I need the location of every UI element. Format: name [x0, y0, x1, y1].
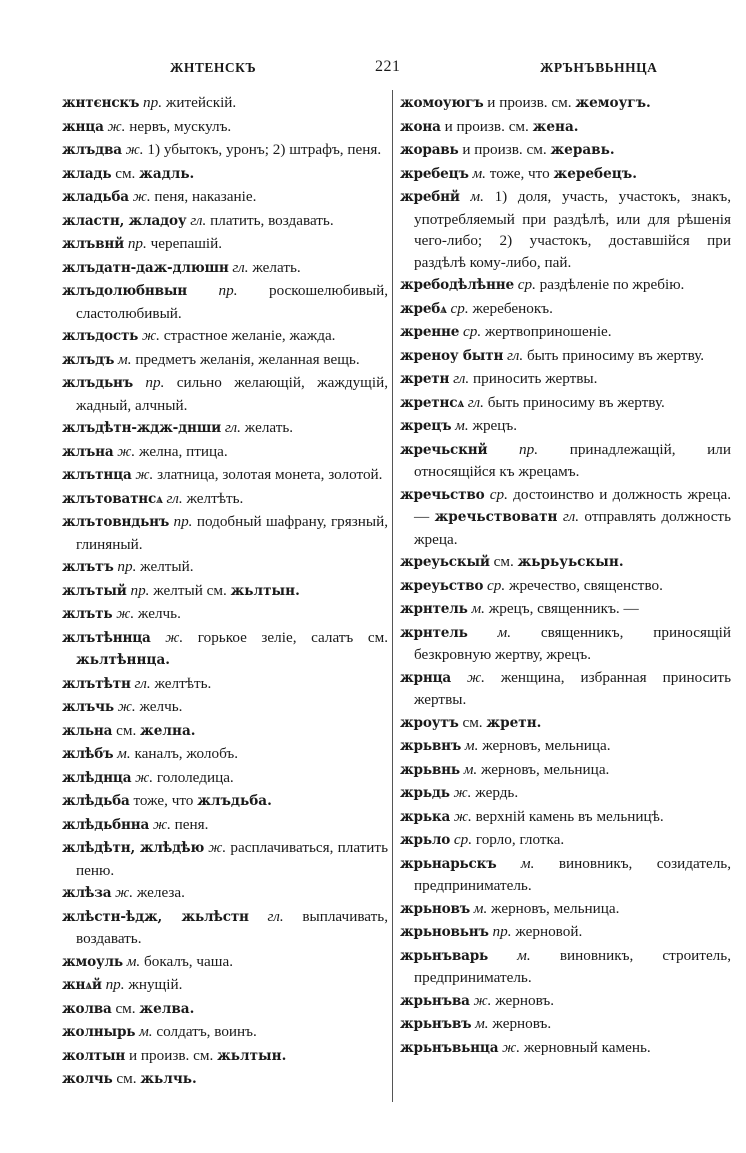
entry-definition: желчь. — [137, 605, 181, 622]
entry-headword: жроутъ — [400, 714, 459, 731]
entry-grammar: гл. — [190, 211, 207, 229]
entry-definition: предметъ желанія, желанная вещь. — [135, 350, 360, 368]
entry-definition: желтѣть. — [186, 489, 244, 507]
entry-headword: жлѣднца — [62, 769, 132, 786]
entry-cross-reference: жемоугъ. — [575, 95, 651, 111]
entry-definition: 1) убытокъ, уронъ; 2) штрафъ, пеня. — [147, 141, 382, 158]
entry-definition: тоже, что — [489, 164, 550, 182]
dictionary-entry — [400, 484, 731, 551]
entry-definition: верхній камень въ мельницѣ. — [475, 807, 664, 825]
entry-headword: жребецъ — [400, 165, 469, 182]
entry-definition: страстное желаніе, жажда. — [163, 327, 336, 344]
entry-headword: жречьство — [400, 486, 485, 503]
entry-grammar: ж. — [165, 628, 184, 646]
entry-definition: виновникъ, созидатель, предприниматель. — [414, 854, 732, 894]
entry-definition: железа. — [136, 884, 185, 901]
entry-definition: желчь. — [139, 698, 183, 715]
dictionary-entry — [62, 349, 388, 372]
dictionary-entry — [62, 580, 388, 603]
dictionary-entry — [62, 814, 388, 837]
entry-definition: и произв. см. — [128, 1046, 214, 1064]
entry-headword: жлъдьнъ — [62, 375, 134, 391]
entry-definition: тоже, что — [133, 792, 194, 809]
dictionary-entry — [400, 898, 731, 921]
entry-definition: принадлежащій, или относящійся къ жрецамъ. — [414, 440, 732, 480]
dictionary-entry — [400, 116, 731, 139]
entry-definition: достоинство и должность жреца.— — [414, 485, 731, 525]
dictionary-entry — [62, 325, 388, 348]
entry-definition: пеня. — [174, 815, 209, 833]
entry-headword: жладь — [62, 165, 112, 182]
entry-definition: горькое зеліе, салатъ см. — [197, 628, 389, 646]
entry-definition: женщина, избранная приносить жертвы. — [414, 668, 731, 708]
entry-grammar: ж. — [135, 768, 154, 786]
entry-definition: жерновный камень. — [523, 1038, 651, 1056]
entry-headword: жлъдость — [62, 328, 139, 344]
dictionary-entry — [400, 551, 731, 574]
entry-headword: жолчь — [62, 1071, 113, 1087]
entry-grammar: ж. — [107, 117, 126, 135]
entry-definition: см. — [116, 1070, 137, 1087]
entry-headword: жреуьскый — [400, 554, 490, 570]
entry-definition: жеребенокъ. — [472, 299, 553, 317]
entry-grammar: ж. — [473, 991, 492, 1009]
entry-headword: жлъна — [62, 443, 114, 460]
entry-definition: желтый. — [140, 558, 194, 575]
entry-definition: жерновъ. — [495, 991, 555, 1009]
entry-headword: жрька — [400, 808, 451, 825]
entry-definition: см. — [115, 999, 136, 1017]
entry-definition: желтый см. — [153, 581, 227, 599]
dictionary-entry — [62, 186, 388, 209]
dictionary-entry — [62, 417, 388, 440]
entry-headword: жластн, жладоу — [62, 212, 187, 229]
entry-grammar: пр. — [127, 235, 147, 252]
dictionary-entry — [400, 298, 731, 321]
entry-definition: см. — [116, 721, 137, 739]
entry-headword: жрьнъварь — [400, 947, 489, 964]
entry-headword: жлѣдьбнна — [62, 816, 150, 833]
dictionary-entry — [62, 556, 388, 579]
entry-grammar: ж. — [115, 884, 134, 901]
entry-headword: жлътовндьнъ — [62, 514, 170, 530]
entry-grammar: гл. — [224, 419, 241, 436]
entry-grammar: ж. — [135, 466, 154, 483]
entry-grammar: м. — [470, 188, 484, 205]
entry-cross-reference: жретн. — [486, 714, 542, 731]
entry-cross-reference: жеребецъ. — [553, 165, 637, 182]
entry-grammar: м. — [118, 350, 132, 368]
entry-headword: жрьнъвьнца — [400, 1039, 499, 1056]
entry-headword: жрьновъ — [400, 900, 470, 917]
entry-headword: жлѣдьба — [62, 793, 130, 809]
entry-headword: жретн — [400, 371, 450, 387]
entry-grammar: пр. — [117, 558, 137, 575]
entry-definition: расплачиваться, платить пеню. — [76, 839, 388, 879]
entry-definition: роскошелюбивый, сластолюбивый. — [76, 282, 389, 322]
entry-cross-reference: жьлчь. — [140, 1071, 197, 1087]
dictionary-entry — [62, 720, 388, 743]
left-column — [62, 92, 388, 1092]
entry-headword: жладьба — [62, 189, 129, 205]
entry-headword: жреуьство — [400, 577, 484, 594]
entry-cross-reference: жьлтѣннца. — [76, 652, 171, 668]
entry-headword: жрнтель — [400, 601, 468, 617]
dictionary-entry — [62, 998, 388, 1021]
dictionary-entry — [62, 1045, 388, 1068]
dictionary-entry — [400, 990, 731, 1013]
dictionary-entry — [62, 257, 388, 280]
dictionary-entry — [62, 441, 388, 464]
entry-grammar: пр. — [492, 923, 512, 940]
entry-definition: и произв. см. — [444, 117, 529, 135]
entry-headword: жлътъ — [62, 559, 114, 575]
entry-grammar: м. — [520, 854, 535, 872]
entry-cross-reference: жлъдьба. — [197, 793, 272, 809]
entry-grammar: гл. — [267, 907, 284, 925]
entry-grammar: ж. — [117, 442, 136, 460]
entry-definition: жречество, священство. — [508, 576, 663, 594]
entry-definition: каналъ, жолобъ. — [134, 745, 239, 762]
entry-definition: желна, птица. — [139, 442, 228, 460]
page-number: 221 — [375, 58, 401, 75]
entry-grammar: м. — [473, 899, 488, 917]
entry-grammar: ж. — [467, 668, 485, 686]
entry-definition: горло, глотка. — [475, 831, 565, 848]
entry-headword: жрьдь — [400, 785, 450, 801]
entry-headword: жретнсѧ — [400, 394, 464, 411]
entry-definition: раздѣленіе по жребію. — [539, 276, 685, 293]
entry-cross-reference: жречьствоватн — [434, 509, 558, 525]
entry-definition: быть приносиму въ жертву. — [487, 393, 665, 411]
dictionary-entry — [400, 1037, 731, 1060]
entry-grammar: м. — [463, 760, 478, 778]
entry-grammar: ж. — [132, 188, 151, 205]
entry-headword: жрьнъва — [400, 992, 470, 1009]
entry-grammar: пр. — [519, 440, 539, 458]
dictionary-entry — [62, 743, 388, 766]
entry-definition: жертвоприношеніе. — [484, 323, 612, 340]
entry-grammar: м. — [126, 952, 141, 970]
entry-grammar: пр. — [145, 374, 165, 391]
dictionary-entry — [400, 439, 731, 483]
entry-definition: жерновой. — [515, 923, 583, 940]
entry-grammar: пр. — [130, 581, 150, 599]
entry-grammar: ср. — [463, 323, 482, 340]
dictionary-entry — [400, 345, 731, 368]
entry-headword: жрецъ — [400, 418, 452, 434]
entry-grammar: ж. — [152, 815, 171, 833]
entry-grammar: пр. — [105, 976, 125, 993]
entry-headword: жлътый — [62, 582, 127, 599]
dictionary-entry — [400, 575, 731, 598]
dictionary-entry — [62, 627, 388, 672]
entry-headword: жлѣбъ — [62, 746, 114, 762]
dictionary-entry — [62, 906, 388, 950]
dictionary-entry — [62, 233, 388, 256]
entry-grammar: ж. — [116, 605, 135, 622]
entry-grammar: гл. — [467, 393, 484, 411]
entry-definition: солдатъ, воинъ. — [156, 1023, 257, 1040]
entry-definition: бокалъ, чаша. — [144, 952, 233, 970]
entry-grammar: м. — [455, 417, 469, 434]
entry-definition: жнущій. — [128, 976, 183, 993]
entry-headword: жлътѣннца — [62, 629, 151, 646]
entry-grammar: пр. — [173, 513, 193, 530]
dictionary-entry — [62, 116, 388, 139]
entry-headword: жлъдѣтн-ждж-днши — [62, 420, 222, 436]
entry-definition: подобный шафрану, грязный, глиняный. — [76, 513, 389, 553]
entry-headword: жлъть — [62, 606, 113, 622]
entry-headword: жмоуль — [62, 953, 123, 970]
entry-grammar: ср. — [450, 299, 469, 317]
entry-headword: жнѧй — [62, 977, 102, 993]
entry-headword: жлѣза — [62, 885, 112, 901]
dictionary-entry — [62, 882, 388, 905]
entry-definition: жрецъ. — [472, 417, 518, 434]
entry-definition: желать. — [244, 419, 294, 436]
dictionary-entry — [400, 163, 731, 186]
dictionary-entry — [62, 92, 388, 115]
entry-headword: жнца — [62, 118, 104, 135]
entry-headword: жлъвнй — [62, 236, 125, 252]
dictionary-entry — [400, 806, 731, 829]
entry-definition: см. — [115, 164, 136, 182]
dictionary-entry — [400, 782, 731, 805]
entry-headword: жолва — [62, 1000, 112, 1017]
dictionary-entry — [62, 767, 388, 790]
dictionary-entry — [62, 464, 388, 487]
entry-grammar: пр. — [218, 282, 238, 299]
entry-grammar: м. — [475, 1015, 489, 1032]
entry-headword: жолтын — [62, 1047, 126, 1064]
dictionary-entry — [400, 712, 731, 735]
entry-headword: жлъчь — [62, 699, 114, 715]
entry-headword: жлѣстн-ѣдж, жьлѣстн — [62, 908, 249, 925]
dictionary-entry — [400, 853, 731, 897]
dictionary-entry — [400, 667, 731, 711]
entry-definition: быть приносиму въ жертву. — [526, 346, 705, 364]
entry-grammar: ж. — [208, 839, 227, 856]
entry-grammar: ср. — [517, 276, 536, 293]
dictionary-entry — [400, 415, 731, 438]
entry-headword: жлъдъ — [62, 351, 115, 368]
entry-definition: жрецъ, священникъ. — — [488, 600, 639, 617]
dictionary-entry — [400, 759, 731, 782]
entry-headword: жрьвнь — [400, 761, 460, 778]
entry-definition: жерновъ, мельница. — [482, 737, 611, 754]
entry-headword: жребодѣлѣнне — [400, 277, 514, 293]
dictionary-entry — [62, 974, 388, 997]
entry-cross-reference: жеравь. — [550, 142, 615, 158]
entry-grammar: гл. — [166, 489, 183, 507]
entry-cross-reference: желва. — [139, 1000, 195, 1017]
entry-definition: виновникъ, строитель, предприниматель. — [414, 946, 731, 986]
dictionary-entry — [62, 163, 388, 186]
entry-headword: жречьскнй — [400, 441, 488, 458]
entry-grammar: ср. — [489, 485, 508, 503]
dictionary-entry — [400, 735, 731, 758]
entry-grammar: м. — [471, 600, 485, 617]
dictionary-entry — [400, 945, 731, 989]
entry-grammar: гл. — [507, 346, 524, 364]
entry-definition: приносить жертвы. — [473, 370, 598, 387]
entry-headword: жрьло — [400, 832, 451, 848]
entry-headword: жрнтель — [400, 624, 468, 641]
dictionary-entry — [62, 673, 388, 696]
dictionary-entry — [62, 210, 388, 233]
entry-headword: жльна — [62, 722, 113, 739]
entry-headword: жрьновьнъ — [400, 924, 489, 940]
entry-grammar: ж. — [502, 1038, 521, 1056]
entry-headword: жлѣдѣтн, жлѣдѣю — [62, 840, 205, 856]
dictionary-entry — [62, 511, 388, 555]
entry-grammar: м. — [497, 623, 512, 641]
entry-headword: жлътнца — [62, 467, 132, 483]
entry-headword: жлътѣтн — [62, 675, 131, 692]
entry-definition: и произв. см. — [462, 141, 547, 158]
entry-cross-reference: желна. — [140, 722, 196, 739]
entry-definition: желать. — [252, 258, 301, 276]
dictionary-entry — [400, 368, 731, 391]
entry-definition: пеня, наказаніе. — [154, 188, 257, 205]
dictionary-entry — [400, 321, 731, 344]
entry-definition: нервъ, мускулъ. — [129, 117, 232, 135]
dictionary-entry — [62, 488, 388, 511]
page-header — [60, 60, 732, 84]
entry-definition: жерновъ, мельница. — [491, 899, 620, 917]
entry-definition: см. — [493, 553, 514, 570]
entry-headword: жнтєнскъ — [62, 95, 140, 111]
dictionary-entry — [400, 92, 731, 115]
entry-headword: жлътоватнсѧ — [62, 490, 163, 507]
dictionary-entry — [62, 1021, 388, 1044]
dictionary-entry — [62, 837, 388, 881]
dictionary-entry — [62, 372, 388, 416]
entry-cross-reference: жьрьуьскын. — [517, 554, 624, 570]
entry-headword: жрнца — [400, 669, 452, 686]
entry-grammar: м. — [464, 737, 479, 754]
dictionary-entry — [62, 1068, 388, 1091]
entry-headword: жлъдолюбнвын — [62, 283, 188, 299]
entry-definition: златница, золотая монета, золотой. — [157, 466, 383, 483]
entry-headword: жрьвнъ — [400, 738, 462, 754]
entry-cross-reference: жьлтын. — [230, 582, 300, 599]
entry-definition: жерновъ. — [492, 1015, 552, 1032]
entry-headword: жребнй — [400, 189, 460, 205]
entry-definition: черепашій. — [150, 235, 223, 252]
entry-definition: желтѣть. — [154, 674, 212, 692]
dictionary-entry — [400, 921, 731, 944]
dictionary-entry — [400, 598, 731, 621]
entry-headword: жлъдва — [62, 142, 122, 158]
dictionary-entry — [62, 603, 388, 626]
entry-headword: жоравь — [400, 142, 459, 158]
header-right-guideword: ЖРЪНЪВЬННЦА — [540, 60, 658, 75]
entry-cross-reference: жьлтын. — [217, 1047, 287, 1064]
entry-definition: сильно желающій, жаждущій, жадный, алчный. — [76, 374, 389, 414]
dictionary-entry — [400, 274, 731, 297]
dictionary-entry — [62, 790, 388, 813]
entry-definition: житейскій. — [165, 94, 237, 111]
entry-grammar: ж. — [117, 698, 136, 715]
entry-definition: гололедица. — [156, 768, 234, 786]
entry-definition: см. — [462, 713, 483, 731]
dictionary-entry — [400, 622, 731, 666]
entry-definition: выплачивать, воздавать. — [76, 907, 389, 947]
entry-definition: и произв. см. — [487, 94, 572, 111]
entry-headword: жлъдатн-даж-длюшн — [62, 259, 229, 276]
header-left-guideword: ЖНТЕНСКЪ — [170, 60, 257, 75]
entry-grammar: гл. — [453, 370, 470, 387]
entry-grammar: ср. — [487, 576, 506, 594]
entry-grammar: гл. — [562, 508, 580, 525]
entry-headword: жона — [400, 118, 441, 135]
dictionary-entry — [62, 280, 388, 324]
entry-headword: жренне — [400, 324, 460, 340]
entry-headword: жомоуюгъ — [400, 95, 484, 111]
entry-definition: платить, воздавать. — [210, 211, 334, 229]
entry-grammar: м. — [472, 164, 486, 182]
entry-headword: жрьнарьскъ — [400, 855, 497, 872]
dictionary-entry — [400, 1013, 731, 1036]
entry-headword: жолнырь — [62, 1024, 136, 1040]
entry-headword: жребѧ — [400, 300, 447, 317]
entry-cross-reference: жадль. — [139, 165, 195, 182]
entry-grammar: гл. — [134, 674, 151, 692]
dictionary-entry — [62, 951, 388, 974]
entry-definition: священникъ, приносящій безкровную жертву, жрецъ. — [414, 623, 732, 663]
entry-grammar: гл. — [232, 258, 249, 276]
entry-grammar: м. — [517, 946, 531, 964]
column-divider — [392, 90, 393, 1102]
entry-grammar: ж. — [142, 327, 160, 344]
entry-definition: 1) доля, участь, участокъ, знакъ, употребляемый при раздѣлѣ, или для рѣшенія чего-либо; 2) участокъ, доставшійся при раздѣлѣ кому-либо, пай. — [414, 188, 731, 271]
entry-grammar: ж. — [125, 141, 144, 158]
dictionary-entry — [62, 139, 388, 162]
entry-definition: жердь. — [475, 784, 519, 801]
entry-definition: жерновъ, мельница. — [480, 760, 610, 778]
entry-grammar: м. — [117, 745, 131, 762]
entry-grammar: ср. — [453, 831, 473, 848]
dictionary-entry — [400, 392, 731, 415]
dictionary-entry — [62, 696, 388, 719]
entry-grammar: м. — [139, 1023, 153, 1040]
entry-grammar: пр. — [143, 94, 163, 111]
entry-headword: жрьнъвъ — [400, 1016, 472, 1032]
dictionary-entry — [400, 139, 731, 162]
dictionary-entry — [400, 829, 731, 852]
entry-definition: отправлять должность жреца. — [414, 508, 731, 548]
entry-grammar: ж. — [453, 807, 472, 825]
right-column — [400, 92, 731, 1060]
entry-headword: жреноу бытн — [400, 347, 504, 364]
entry-cross-reference: жена. — [532, 118, 579, 135]
entry-grammar: ж. — [453, 784, 472, 801]
dictionary-entry — [400, 186, 731, 273]
